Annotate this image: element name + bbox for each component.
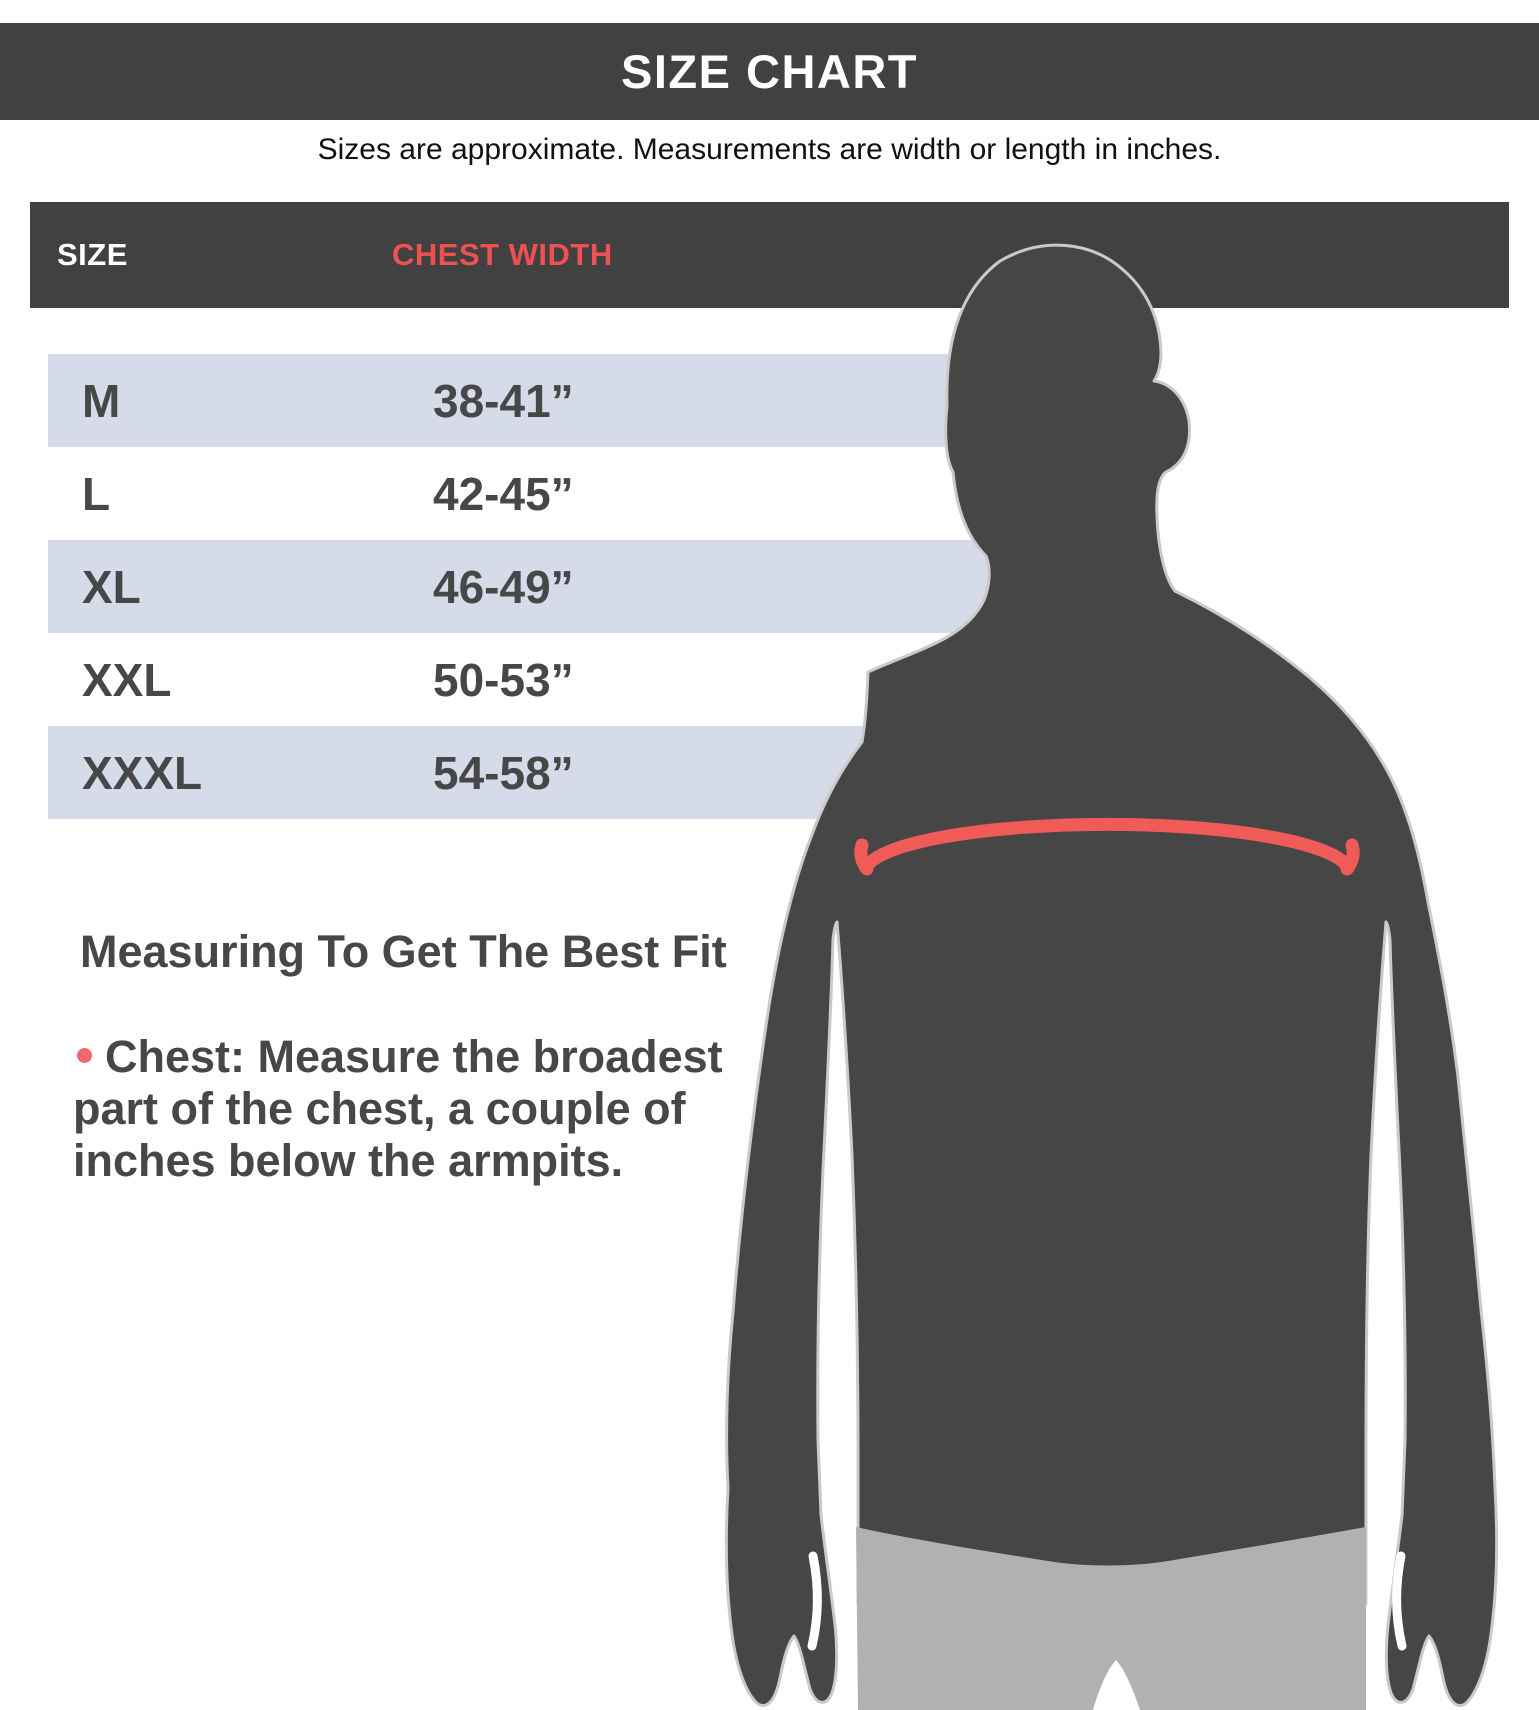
column-header-size: SIZE xyxy=(57,237,128,272)
guide-text-line: inches below the armpits. xyxy=(73,1135,624,1186)
guide-heading: Measuring To Get The Best Fit xyxy=(80,926,727,977)
chest-width-cell: 38-41” xyxy=(433,374,574,427)
subtitle: Sizes are approximate. Measurements are width or length in inches. xyxy=(317,133,1222,166)
chest-width-cell: 46-49” xyxy=(433,560,574,613)
chest-width-cell: 54-58” xyxy=(433,746,574,799)
size-cell: XXXL xyxy=(82,746,203,799)
bullet-icon xyxy=(77,1048,92,1063)
guide-text-line: Chest: Measure the broadest xyxy=(105,1031,723,1082)
silhouette-body xyxy=(726,245,1496,1705)
column-header-chest-width: CHEST WIDTH xyxy=(392,237,613,272)
page-title: SIZE CHART xyxy=(621,45,918,98)
size-cell: M xyxy=(82,374,121,427)
chest-width-cell: 50-53” xyxy=(433,653,574,706)
size-cell: L xyxy=(82,467,111,520)
chest-width-cell: 42-45” xyxy=(433,467,574,520)
size-cell: XL xyxy=(82,560,141,613)
size-cell: XXL xyxy=(82,653,172,706)
guide-text-line: part of the chest, a couple of xyxy=(73,1083,686,1134)
